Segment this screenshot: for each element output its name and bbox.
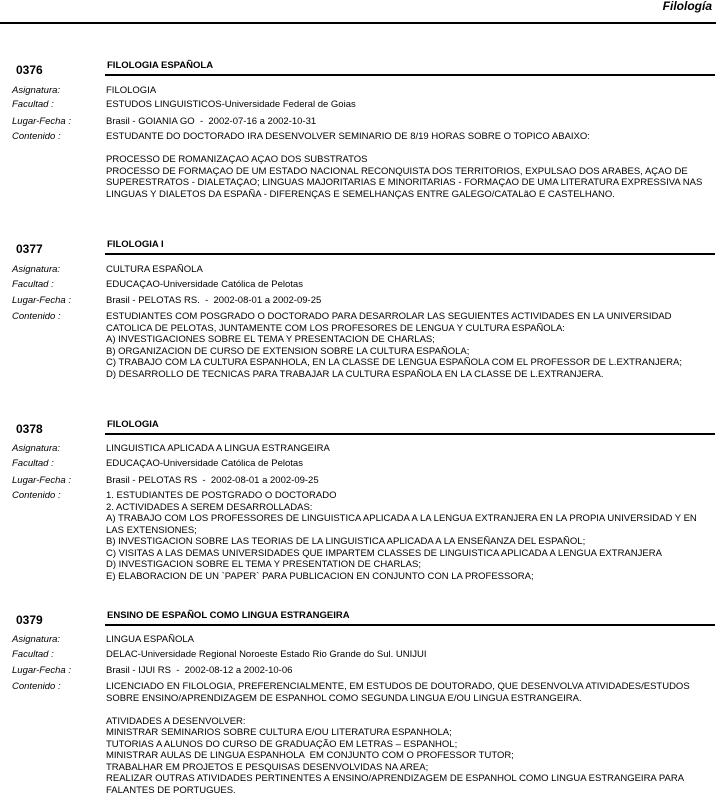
contenido-value: 1. ESTUDIANTES DE POSTGRADO O DOCTORADO 2. ACTIVIDADES A SEREM DESARROLLADAS: A) TRABAJO COM LOS PROFESSORES DE LINGUISTICA APLICADA A LA LENGUA EXTRANJERA EN LA PROPIA UNIVERSIDAD Y EN LAS EXTENSIONES; B) INVESTIGACION SOBRE LAS TEORIAS DE LA LINGUISTICA APLICADA A LA ENSEÑANZA DEL ESPAÑOL; C) VISITAS A LAS DEMAS UNIVERSIDADES QUE IMPARTEM CLASSES DE LINGUISTICA APLICADA A LENGUA EXTRANJERA D) INVESTIGACION SOBRE EL TEMA Y PRESENTATION DE CHARLAS; E) ELABORACION DE UN `PAPER` PARA PUBLICACION EN CONJUNTO CON LA PROFESSORA;	[106, 490, 697, 582]
lugar-fecha-label: Lugar-Fecha :	[12, 475, 71, 486]
asignatura-value: FILOLOGIA	[106, 85, 157, 96]
entry-title: FILOLOGIA I	[107, 239, 164, 250]
entry-number: 0378	[16, 422, 43, 436]
entry-number: 0377	[16, 242, 43, 256]
page-title: Filología	[662, 0, 712, 13]
lugar-fecha-label: Lugar-Fecha :	[12, 665, 71, 676]
facultad-value: EDUCAÇAO-Universidade Católica de Pelotas	[106, 279, 303, 290]
lugar-fecha-value: Brasil - GOIANIA GO - 2002-07-16 a 2002-10-31	[106, 116, 317, 127]
page-header	[0, 0, 716, 24]
contenido-label: Contenido :	[12, 681, 61, 692]
asignatura-value: CULTURA ESPAÑOLA	[106, 264, 203, 275]
contenido-label: Contenido :	[12, 490, 61, 501]
asignatura-value: LINGUA ESPAÑOLA	[106, 634, 194, 645]
lugar-fecha-label: Lugar-Fecha :	[12, 116, 71, 127]
contenido-label: Contenido :	[12, 131, 61, 142]
lugar-fecha-value: Brasil - PELOTAS RS. - 2002-08-01 a 2002-09-25	[106, 295, 322, 306]
facultad-label: Facultad :	[12, 458, 54, 469]
contenido-value: ESTUDIANTES COM POSGRADO O DOCTORADO PARA DESARROLAR LAS SEGUIENTES ACTIVIDADES EN LA UNIVERSIDAD CATOLICA DE PELOTAS, JUNTAMENTE COM LOS PROFESORES DE LENGUA Y CULTURA ESPAÑOLA: A) INVESTIGACIONES SOBRE EL TEMA Y PRESENTACION DE CHARLAS; B) ORGANIZACION DE CURSO DE EXTENSION SOBRE LA CULTURA ESPAÑOLA; C) TRABAJO COM LA CULTURA ESPANHOLA, EN LA CLASSE DE LENGUA ESPAÑOLA COM EL PROFESSOR DE L.EXTRANJERA; D) DESARROLLO DE TECNICAS PARA TRABAJAR LA CULTURA ESPAÑOLA EN LA CLASSE DE L.EXTRANJERA.	[106, 311, 682, 380]
facultad-value: DELAC-Universidade Regional Noroeste Estado Rio Grande do Sul. UNIJUI	[106, 649, 427, 660]
asignatura-value: LINGUISTICA APLICADA A LINGUA ESTRANGEIRA	[106, 443, 330, 454]
asignatura-label: Asignatura:	[12, 634, 61, 645]
contenido-label: Contenido :	[12, 311, 61, 322]
facultad-label: Facultad :	[12, 279, 54, 290]
entry-title: FILOLOGIA	[107, 419, 159, 430]
lugar-fecha-value: Brasil - PELOTAS RS - 2002-08-01 a 2002-09-25	[106, 475, 319, 486]
facultad-value: EDUCAÇAO-Universidade Católica de Pelotas	[106, 458, 303, 469]
entry-title: FILOLOGIA ESPAÑOLA	[107, 60, 214, 71]
entry-number: 0379	[16, 613, 43, 627]
entry-number: 0376	[16, 63, 43, 77]
lugar-fecha-value: Brasil - IJUI RS - 2002-08-12 a 2002-10-06	[106, 665, 293, 676]
facultad-value: ESTUDOS LINGUISTICOS-Universidade Federal de Goias	[106, 99, 356, 110]
title-rule	[105, 253, 715, 255]
title-rule	[105, 74, 715, 76]
title-rule	[105, 433, 715, 435]
facultad-label: Facultad :	[12, 99, 54, 110]
asignatura-label: Asignatura:	[12, 264, 61, 275]
asignatura-label: Asignatura:	[12, 443, 61, 454]
lugar-fecha-label: Lugar-Fecha :	[12, 295, 71, 306]
contenido-value: ESTUDANTE DO DOCTORADO IRA DESENVOLVER SEMINARIO DE 8/19 HORAS SOBRE O TOPICO ABAIXO: PROCESSO DE ROMANIZAÇAO AÇAO DOS SUBSTRATOS PROCESSO DE FORMAÇAO DE UM ESTADO NACIONAL RECONQUISTA DOS TERRITORIOS, EXPULSAO DOS ARABES, AÇAO DE SUPERESTRATOS - DIALETAÇAO; LINGUAS MAJORITARIAS E MINORITARIAS - FORMAÇAO DE UMA LITERATURA EXPRESSIVA NAS LINGUAS Y DIALETOS DA ESPAÑA - DIFERENÇAS E SEMELHANÇAS ENTRE GALEGO/CATALãO E CASTELHANO.	[106, 131, 703, 200]
asignatura-label: Asignatura:	[12, 85, 61, 96]
facultad-label: Facultad :	[12, 649, 54, 660]
contenido-value: LICENCIADO EN FILOLOGIA, PREFERENCIALMENTE, EM ESTUDOS DE DOUTORADO, QUE DESENVOLVA ATIVIDADES/ESTUDOS SOBRE ENSINO/APRENDIZAGEM DE ESPANHOL COMO SEGUNDA LINGUA E/OU LINGUA ESTRANGEIRA. ATIVIDADES A DESENVOLVER: MINISTRAR SEMINARIOS SOBRE CULTURA E/OU LITERATURA ESPANHOLA; TUTORIAS A ALUNOS DO CURSO DE GRADUAÇÃO EM LETRAS – ESPANHOL; MINISTRAR AULAS DE LINGUA ESPANHOLA EM CONJUNTO COM O PROFESSOR TUTOR; TRABALHAR EM PROJETOS E PESQUISAS DESENVOLVIDAS NA AREA; REALIZAR OUTRAS ATIVIDADES PERTINENTES A ENSINO/APRENDIZAGEM DE ESPANHOL COMO LINGUA ESTRANGEIRA PARA FALANTES DE PORTUGUES.	[106, 681, 690, 796]
title-rule	[105, 624, 715, 626]
entry-title: ENSINO DE ESPAÑOL COMO LINGUA ESTRANGEIRA	[107, 610, 350, 621]
